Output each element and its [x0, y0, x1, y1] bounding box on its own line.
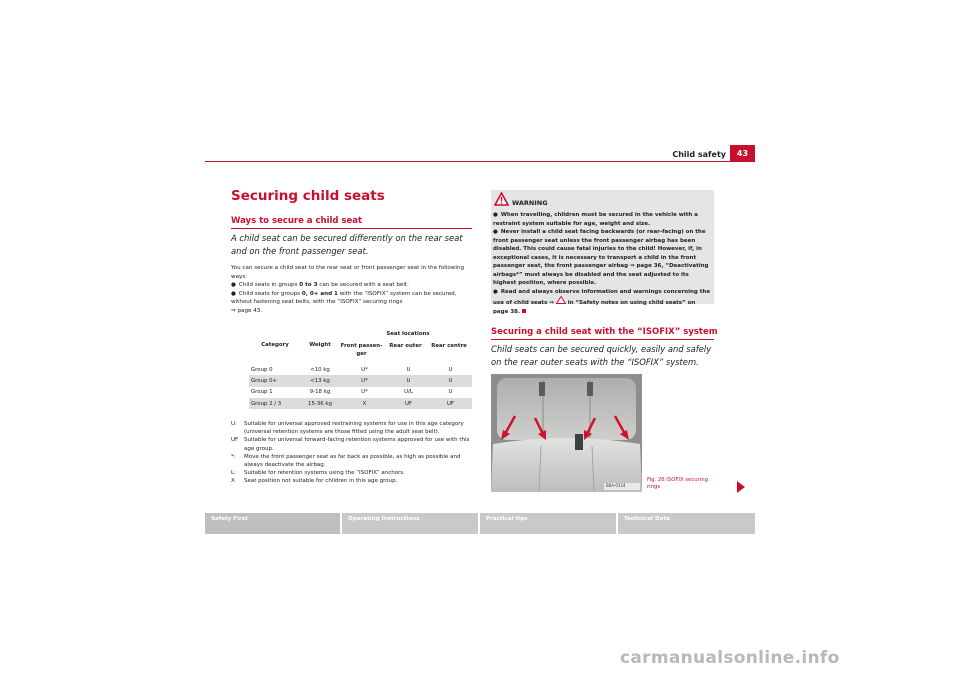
legend-item: UF Suitable for universal forward-facing retention systems approved for use with this age group.: [231, 437, 470, 452]
bullet-icon: ●: [493, 288, 498, 295]
legend-item: X Seat position not suitable for children in this age group.: [231, 478, 398, 485]
figure-code: B6A-0154: [606, 483, 626, 488]
table-row: Group 1 9-18 kg U* U/L U: [251, 389, 453, 396]
table-row: Group 2 / 3 15-36 kg X UF UF: [249, 398, 472, 409]
bullet-icon: ●: [231, 290, 236, 297]
warning-item: ● When travelling, children must be secured in the vehicle with a restraint system suitable for age, weight and size.: [493, 212, 698, 227]
page-reference: ⇒ page 43.: [231, 307, 263, 314]
header-rule: [205, 161, 755, 162]
section-title: Securing child seats: [231, 188, 385, 204]
bullet-icon: ●: [231, 282, 236, 289]
isofix-lead-paragraph: Child seats can be secured quickly, easily and safely on the rear outer seats with the “ISOFIX” system.: [491, 344, 712, 367]
subsection-title: Ways to secure a child seat: [231, 216, 363, 226]
watermark: carmanualsonline.info: [620, 648, 840, 668]
subsection-rule: [491, 339, 714, 340]
bullet-item: ● Child seats for groups 0, 0+ and 1 with the “ISOFIX” system can be secured, without fastening seat belts, with the “ISOFIX” securing rings: [231, 290, 457, 306]
warning-title: WARNING: [512, 199, 548, 207]
legend-item: *: Move the front passenger seat as far back as possible, as high as possible and always deactivate the airbag.: [231, 453, 461, 469]
header-category: Category: [261, 342, 289, 348]
tab-safety-first[interactable]: Safety First: [205, 513, 340, 534]
lead-paragraph: A child seat can be secured differently on the rear seat and on the front passenger seat.: [231, 233, 463, 256]
tab-practical-tips[interactable]: Practical tips: [480, 513, 616, 534]
header-weight: Weight: [309, 342, 331, 348]
table-row: Group 0 <10 kg U* U U: [251, 366, 453, 373]
bullet-icon: ●: [493, 212, 498, 218]
figure-caption: Fig. 26 ISOFIX securing rings: [647, 477, 708, 490]
table-row: Group 0+ <13 kg U* U U: [249, 375, 472, 386]
bullet-icon: ●: [493, 229, 498, 235]
warning-item: ● Read and always observe information and warnings concerning the use of child seats ⇒ in “Safety notes on using child seats” on page 38.: [493, 288, 711, 315]
header-seat-locations: Seat locations: [386, 331, 430, 337]
tab-technical-data[interactable]: Technical Data: [618, 513, 755, 534]
tab-operating-instructions[interactable]: Operating Instructions: [342, 513, 478, 534]
end-marker-icon: [522, 309, 526, 313]
warning-body: [493, 211, 712, 316]
legend-item: L: Suitable for retention systems using the “ISOFIX” anchors.: [231, 470, 406, 477]
subsection-rule: [231, 228, 472, 229]
next-page-arrow-icon[interactable]: [737, 481, 745, 493]
running-header-title: Child safety: [672, 150, 726, 159]
warning-triangle-small-icon: [556, 296, 566, 304]
legend-item: U: Suitable for universal approved restraining systems for use in this age category (universal retention systems are those fitted using the adult seat belt).: [231, 421, 464, 436]
body-text: [231, 264, 473, 316]
page-number: 43: [730, 145, 755, 162]
isofix-figure: [491, 374, 642, 492]
isofix-subsection-title: Securing a child seat with the “ISOFIX” system: [491, 327, 718, 337]
header-front-passenger: Front passen-ger: [340, 343, 383, 357]
header-rear-outer: Rear outer: [389, 343, 422, 349]
warning-item: ● Never install a child seat facing backwards (or rear-facing) on the front passenger seat unless the front passenger airbag has been disabled. This could cause fatal injuries to the child! However, if, in exceptional cases, it is necessary to transport a child in the front passenger seat, the front passenger airbag ⇒ page 36, “Deactivating airbags*” must always be disabled and the seat adjusted to its highest position, where possible.: [493, 229, 709, 286]
warning-triangle-icon: [494, 192, 509, 206]
intro-paragraph: You can secure a child seat to the rear seat or front passenger seat in the following ways:: [231, 265, 465, 280]
table-header: [249, 327, 472, 364]
header-rear-centre: Rear centre: [431, 343, 467, 349]
table-legend: [231, 420, 473, 486]
rear-seat-illustration: [491, 374, 642, 492]
bullet-item: ● Child seats in groups 0 to 3 can be secured with a seat belt.: [231, 282, 409, 289]
seat-locations-table: [249, 327, 472, 409]
